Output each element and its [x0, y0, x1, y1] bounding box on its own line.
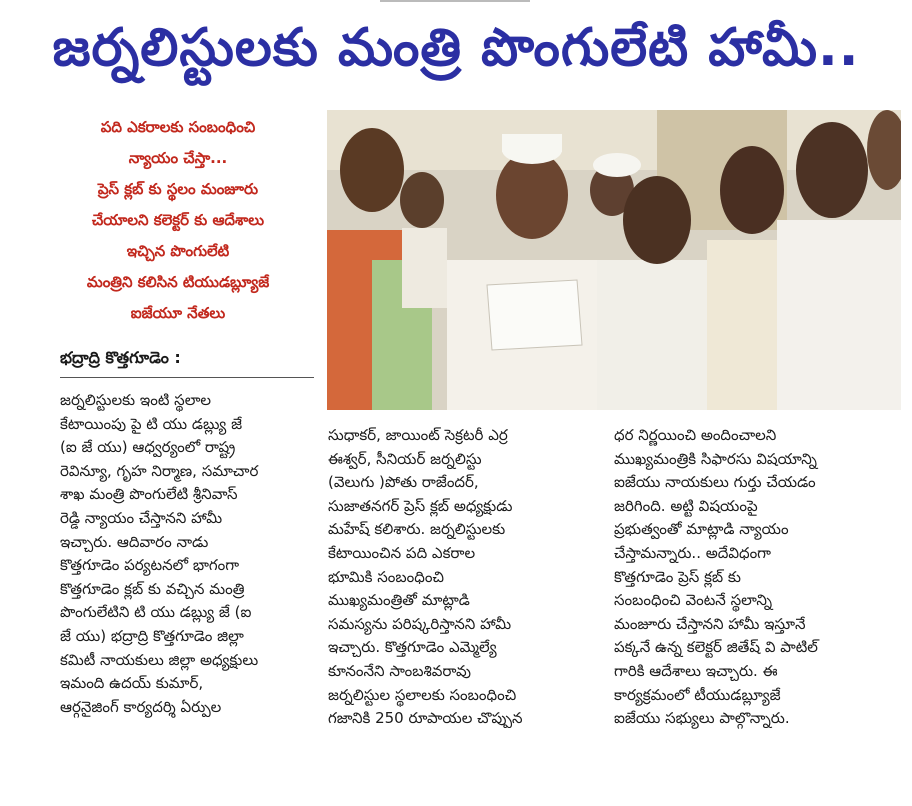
body-line: గజానికి 250 రూపాయల చొప్పున [328, 709, 523, 728]
body-line: చేస్తామన్నారు.. అదేవిధంగా [614, 543, 772, 562]
body-line: శాఖ మంత్రి పొంగులేటి శ్రీనివాస్ [60, 485, 238, 504]
body-line: జర్నలిస్టులకు ఇంటి స్థలాల [60, 391, 212, 409]
body-line: జర్నలిస్టుల స్థలాలకు సంబంధించి [328, 685, 517, 704]
body-line: రెడ్డి న్యాయం చేస్తానని హామీ [60, 508, 223, 527]
body-line: జే యు) భద్రాద్రి కొత్తగూడెం జిల్లా [60, 626, 244, 645]
body-line: భూమికి సంబంధించి [328, 567, 444, 586]
news-photo [327, 110, 901, 410]
subhead-line: ప్రెస్ క్లబ్ కు స్థలం మంజూరు [97, 180, 259, 198]
body-line: కార్యక్రమంలో టీయుడబ్ల్యూజే [614, 685, 781, 704]
subhead-line: పది ఎకరాలకు సంబంధించి [100, 118, 256, 136]
photo-illustration [327, 110, 901, 410]
subhead-line: మంత్రిని కలిసిన టియుడబ్ల్యూజే [86, 273, 270, 291]
article-column-3 [614, 424, 888, 731]
body-line: ఇచ్చారు. ఆదివారం నాడు [60, 532, 209, 551]
subhead-line: న్యాయం చేస్తా... [128, 149, 228, 167]
article-column-2 [328, 424, 604, 731]
body-line: జరిగింది. అట్టి విషయంపై [614, 496, 758, 515]
body-line: కొత్తగూడెం ప్రెస్ క్లబ్ కు [614, 567, 741, 586]
body-line: (ఐ జే యు) ఆధ్వర్యంలో రాష్ట్ర [60, 438, 236, 457]
body-line: కేటాయింపు పై టి యు డబ్ల్యు జే [60, 414, 243, 433]
article-column-1 [60, 389, 316, 719]
dateline: భద్రాద్రి కొత్తగూడెం : [60, 348, 181, 367]
body-line: కొత్తగూడెం క్లబ్ కు వచ్చిన మంత్రి [60, 579, 245, 598]
body-line: గారికి ఆదేశాలు ఇచ్చారు. ఈ [614, 661, 778, 680]
body-line: కూనంనేని సాంబశివరావు [328, 661, 471, 680]
subheadline [40, 112, 316, 329]
headline: జర్నలిస్టులకు మంత్రి పొంగులేటి హామీ.. [52, 17, 860, 78]
body-line: ముఖ్యమంత్రితో మాట్లాడి [328, 591, 470, 610]
body-line: ఐజేయు సభ్యులు పాల్గొన్నారు. [614, 709, 790, 728]
body-line: కమిటీ నాయకులు జిల్లా అధ్యక్షులు [60, 650, 259, 669]
body-line: ఆర్గనైజింగ్ కార్యదర్శి ఏర్పుల [60, 697, 222, 716]
body-line: మంజూరు చేస్తానని హామీ ఇస్తూనే [614, 614, 806, 633]
body-line: సంబంధించి వెంటనే స్థలాన్ని [614, 591, 773, 610]
body-line: సమస్యను పరిష్కరిస్తానని హామీ [328, 614, 512, 633]
body-line: మహేష్ కలిశారు. జర్నలిస్టులకు [328, 520, 506, 539]
body-line: రెవిన్యూ, గృహ నిర్మాణ, సమాచార [60, 461, 259, 480]
body-line: సుధాకర్, జాయింట్ సెక్రటరీ ఎర్ర [328, 426, 508, 444]
body-line: పక్కనే ఉన్న కలెక్టర్ జితేష్ వి పాటిల్ [614, 638, 818, 657]
body-line: సుజాతనగర్ ప్రెస్ క్లబ్ అధ్యక్షుడు [328, 496, 513, 515]
body-line: ఈశ్వర్, సీనియర్ జర్నలిస్టు [328, 449, 482, 468]
body-line: పొంగులేటిని టి యు డబ్ల్యు జే (ఐ [60, 603, 252, 622]
top-rule [380, 0, 530, 2]
body-line: ధర నిర్ణయించి అందించాలని [614, 426, 777, 444]
dateline-underline [60, 377, 314, 378]
subhead-line: ఇచ్చిన పొంగులేటి [126, 242, 230, 260]
body-line: ముఖ్యమంత్రికి సిఫారసు విషయాన్ని [614, 449, 817, 468]
subhead-line: ఐజేయూ నేతలు [130, 304, 226, 322]
body-line: ప్రభుత్వంతో మాట్లాడి న్యాయం [614, 520, 789, 539]
body-line: ఇమంది ఉదయ్ కుమార్, [60, 674, 204, 693]
body-line: ఇచ్చారు. కొత్తగూడెం ఎమ్మెల్యే [328, 638, 497, 657]
body-line: కేటాయించిన పది ఎకరాల [328, 543, 476, 562]
body-line: ఐజేయు నాయకులు గుర్తు చేయడం [614, 473, 816, 492]
body-line: (వెలుగు )పోతు రాజేందర్, [328, 473, 479, 492]
body-line: కొత్తగూడెం పర్యటనలో భాగంగా [60, 556, 240, 575]
subhead-line: చేయాలని కలెక్టర్ కు ఆదేశాలు [91, 211, 265, 229]
